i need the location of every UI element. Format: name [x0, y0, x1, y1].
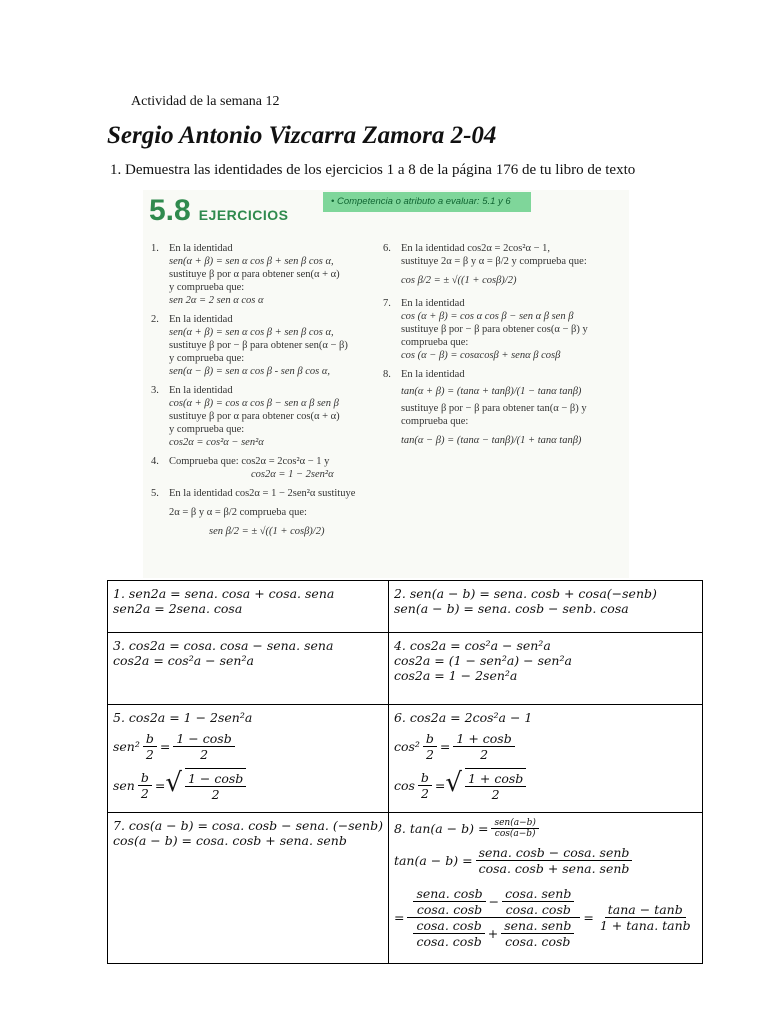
table-row [108, 813, 703, 964]
exercise-item: 7. En la identidad cos (α + β) = cos α cos β − sen α β sen β sustituye β por − β para obtener cos(α − β) y comprueba que: cos (α − β) = cosαcosβ + senα β cosβ [383, 298, 588, 361]
section-heading: EJERCICIOS [198, 207, 289, 223]
table-row [108, 581, 703, 633]
exercise-item: 1. En la identidad sen(α + β) = sen α cos β + sen β cos α, sustituye β por α para obtener sen(α + α) y comprueba que: sen 2α = 2 sen α cos α [151, 243, 340, 306]
answer-cell-2: 2. sen(a − b) = sena. cosb + cosa(−senb) sen(a − b) = sena. cosb − senb. cosa [388, 581, 702, 633]
answer-cell-4: 4. cos2a = cos²a − sen²a cos2a = (1 − sen²a) − sen²a cos2a = 1 − 2sen²a [388, 633, 702, 705]
answer-cell-8: 8. tan(a − b) = $\frac{\text{sen(a−b)}}{\cos(a-b)}$ tan(a − b) = $\frac{\text{sena. cosb − cosa. senb}}{\text{cosa. cosb + sena. senb}}$ = $\frac{\text{sena. cosb}}{\cos a. \cos b}$ − $\frac{\text{cosa. senb}}{\cos a. \cos b}$ $\frac{\cos a. \cos b}{\cos a. \cos b}$ + $\frac{\text{sena. senb}}{\cos a. \cos b}$ = $\frac{\tan a - \tan b}{1 + \tan a. \tan b}$ [388, 813, 702, 964]
textbook-image [143, 190, 629, 578]
answer-cell-7: 7. cos(a − b) = cosa. cosb − sena. (−senb) cos(a − b) = cosa. cosb + sena. senb [108, 813, 389, 964]
answer-cell-3: 3. cos2a = cosa. cosa − sena. sena cos2a = cos²a − sen²a [108, 633, 389, 705]
page-title: Sergio Antonio Vizcarra Zamora 2-04 [107, 122, 497, 149]
exercise-item: 8. En la identidad tan(α + β) = (tanα + tanβ)/(1 − tanα tanβ) sustituye β por − β para obtener tan(α − β) y comprueba que: tan(α − β) = (tanα − tanβ)/(1 + tanα tanβ) [383, 369, 587, 446]
answers-table [107, 580, 703, 964]
exercise-item: 4. Comprueba que: cos2α = 2cos²α − 1 y cos2α = 1 − 2sen²α [151, 456, 334, 480]
answer-cell-1: 1. sen2a = sena. cosa + cosa. sena sen2a = 2sena. cosa [108, 581, 389, 633]
exercise-item: 6. En la identidad cos2α = 2cos²α − 1, sustituye 2α = β y α = β/2 y comprueba que: cos β/2 = ± √((1 + cosβ)/2) [383, 243, 587, 286]
table-row [108, 633, 703, 705]
exercises-left-column [151, 242, 371, 544]
activity-label: Actividad de la semana 12 [131, 94, 280, 109]
answer-cell-6: 6. cos2a = 2cos²a − 1 cos² $\frac{b}{2}$ = $\frac{1 + \cos b}{2}$ cos $\frac{b}{2}$ = √ $\frac{1 + \cos b}{2}$ [388, 705, 702, 813]
answer-cell-5: 5. cos2a = 1 − 2sen²a sen² $\frac{b}{2}$ = $\frac{1 - \cos b}{2}$ sen $\frac{b}{2}$ = √ $\frac{1 - \cos b}{2}$ [108, 705, 389, 813]
exercise-item: 3. En la identidad cos(α + β) = cos α cos β − sen α β sen β sustituye β por α para obtener cos(α + α) y comprueba que: cos2α = cos²α − sen²α [151, 385, 340, 448]
textbook-heading [149, 194, 289, 228]
exercises-right-column [383, 242, 627, 453]
section-number: 5.8 [149, 194, 191, 227]
instruction-text: 1. Demuestra las identidades de los ejercicios 1 a 8 de la página 176 de tu libro de texto [110, 162, 636, 178]
exercise-item: 2. En la identidad sen(α + β) = sen α cos β + sen β cos α, sustituye β por − β para obtener sen(α − β) y comprueba que: sen(α − β) = sen α cos β - sen β cos α, [151, 314, 348, 377]
table-row [108, 705, 703, 813]
exercise-item: 5. En la identidad cos2α = 1 − 2sen²α sustituye 2α = β y α = β/2 comprueba que: sen β/2 = ± √((1 + cosβ)/2) [151, 488, 356, 537]
competence-banner: • Competencia o atributo a evaluar: 5.1 y 6 [323, 192, 531, 212]
